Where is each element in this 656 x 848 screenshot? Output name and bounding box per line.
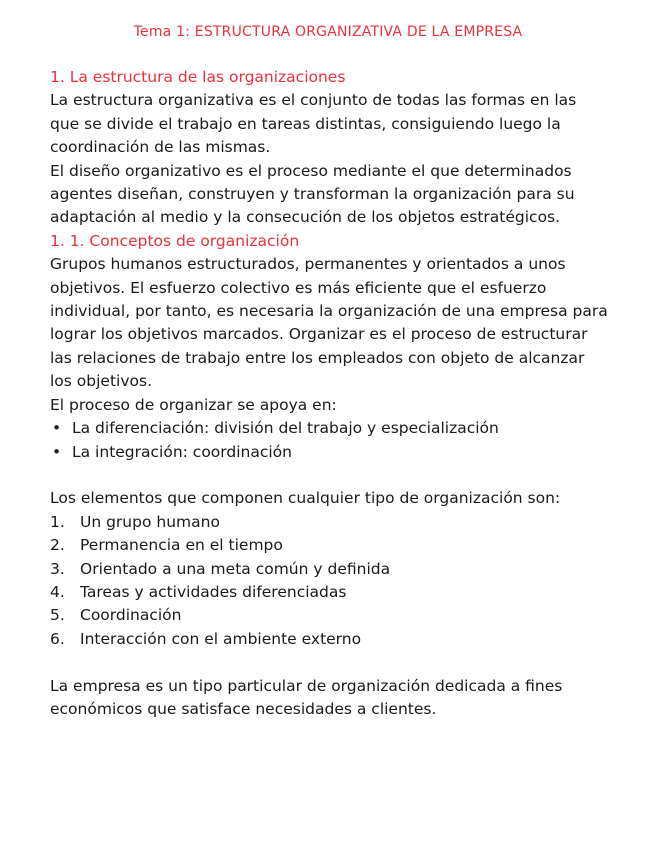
paragraph-proceso-organizar: El proceso de organizar se apoya en: bbox=[50, 395, 337, 414]
paragraph-empresa: La empresa es un tipo particular de organización dedicada a fines económicos que satisface necesidades a clientes. bbox=[50, 676, 563, 718]
list-item-text: Tareas y actividades diferenciadas bbox=[80, 582, 347, 601]
bullet-list bbox=[50, 417, 610, 464]
list-item bbox=[50, 534, 610, 557]
list-item bbox=[50, 581, 610, 604]
numbered-list bbox=[50, 511, 610, 651]
section-heading-conceptos: 1. 1. Conceptos de organización bbox=[50, 231, 300, 250]
list-item bbox=[50, 441, 610, 464]
list-item-text: Permanencia en el tiempo bbox=[80, 536, 283, 555]
list-item-text: La diferenciación: división del trabajo y especialización bbox=[72, 419, 499, 438]
list-number: 2. bbox=[50, 536, 65, 555]
list-item-text: Orientado a una meta común y definida bbox=[80, 559, 391, 578]
paragraph-elementos-intro: Los elementos que componen cualquier tipo de organización son: bbox=[50, 489, 561, 508]
document-body bbox=[50, 66, 610, 721]
list-item-text: La integración: coordinación bbox=[72, 442, 292, 461]
list-item bbox=[50, 604, 610, 627]
list-item-text: Coordinación bbox=[80, 606, 182, 625]
paragraph-conceptos: Grupos humanos estructurados, permanentes y orientados a unos objetivos. El esfuerzo colectivo es más eficiente que el esfuerzo individual, por tanto, es necesaria la organización de una empresa para lograr los objetivos marcados. Organizar es el proceso de estructurar las relaciones de trabajo entre los empleados con objeto de alcanzar los objetivos. bbox=[50, 255, 608, 391]
list-item bbox=[50, 558, 610, 581]
list-number: 3. bbox=[50, 559, 65, 578]
paragraph-diseno-organizativo: El diseño organizativo es el proceso mediante el que determinados agentes diseñan, construyen y transforman la organización para su adaptación al medio y la consecución de los objetos estratégicos. bbox=[50, 161, 575, 227]
page-title: Tema 1: ESTRUCTURA ORGANIZATIVA DE LA EMPRESA bbox=[133, 24, 523, 40]
list-item-text: Un grupo humano bbox=[80, 512, 220, 531]
list-number: 5. bbox=[50, 606, 65, 625]
list-item-text: Interacción con el ambiente externo bbox=[80, 629, 362, 648]
list-item bbox=[50, 628, 610, 651]
bullet-marker: • bbox=[52, 419, 62, 438]
list-item bbox=[50, 511, 610, 534]
list-number: 1. bbox=[50, 512, 65, 531]
paragraph-estructura-organizativa: La estructura organizativa es el conjunto de todas las formas en las que se divide el trabajo en tareas distintas, consiguiendo luego la coordinación de las mismas. bbox=[50, 91, 577, 157]
spacer bbox=[50, 651, 610, 674]
section-heading-estructura: 1. La estructura de las organizaciones bbox=[50, 68, 346, 86]
list-item bbox=[50, 417, 610, 440]
list-number: 6. bbox=[50, 629, 65, 648]
bullet-marker: • bbox=[52, 442, 62, 461]
spacer bbox=[50, 464, 610, 487]
list-number: 4. bbox=[50, 582, 65, 601]
